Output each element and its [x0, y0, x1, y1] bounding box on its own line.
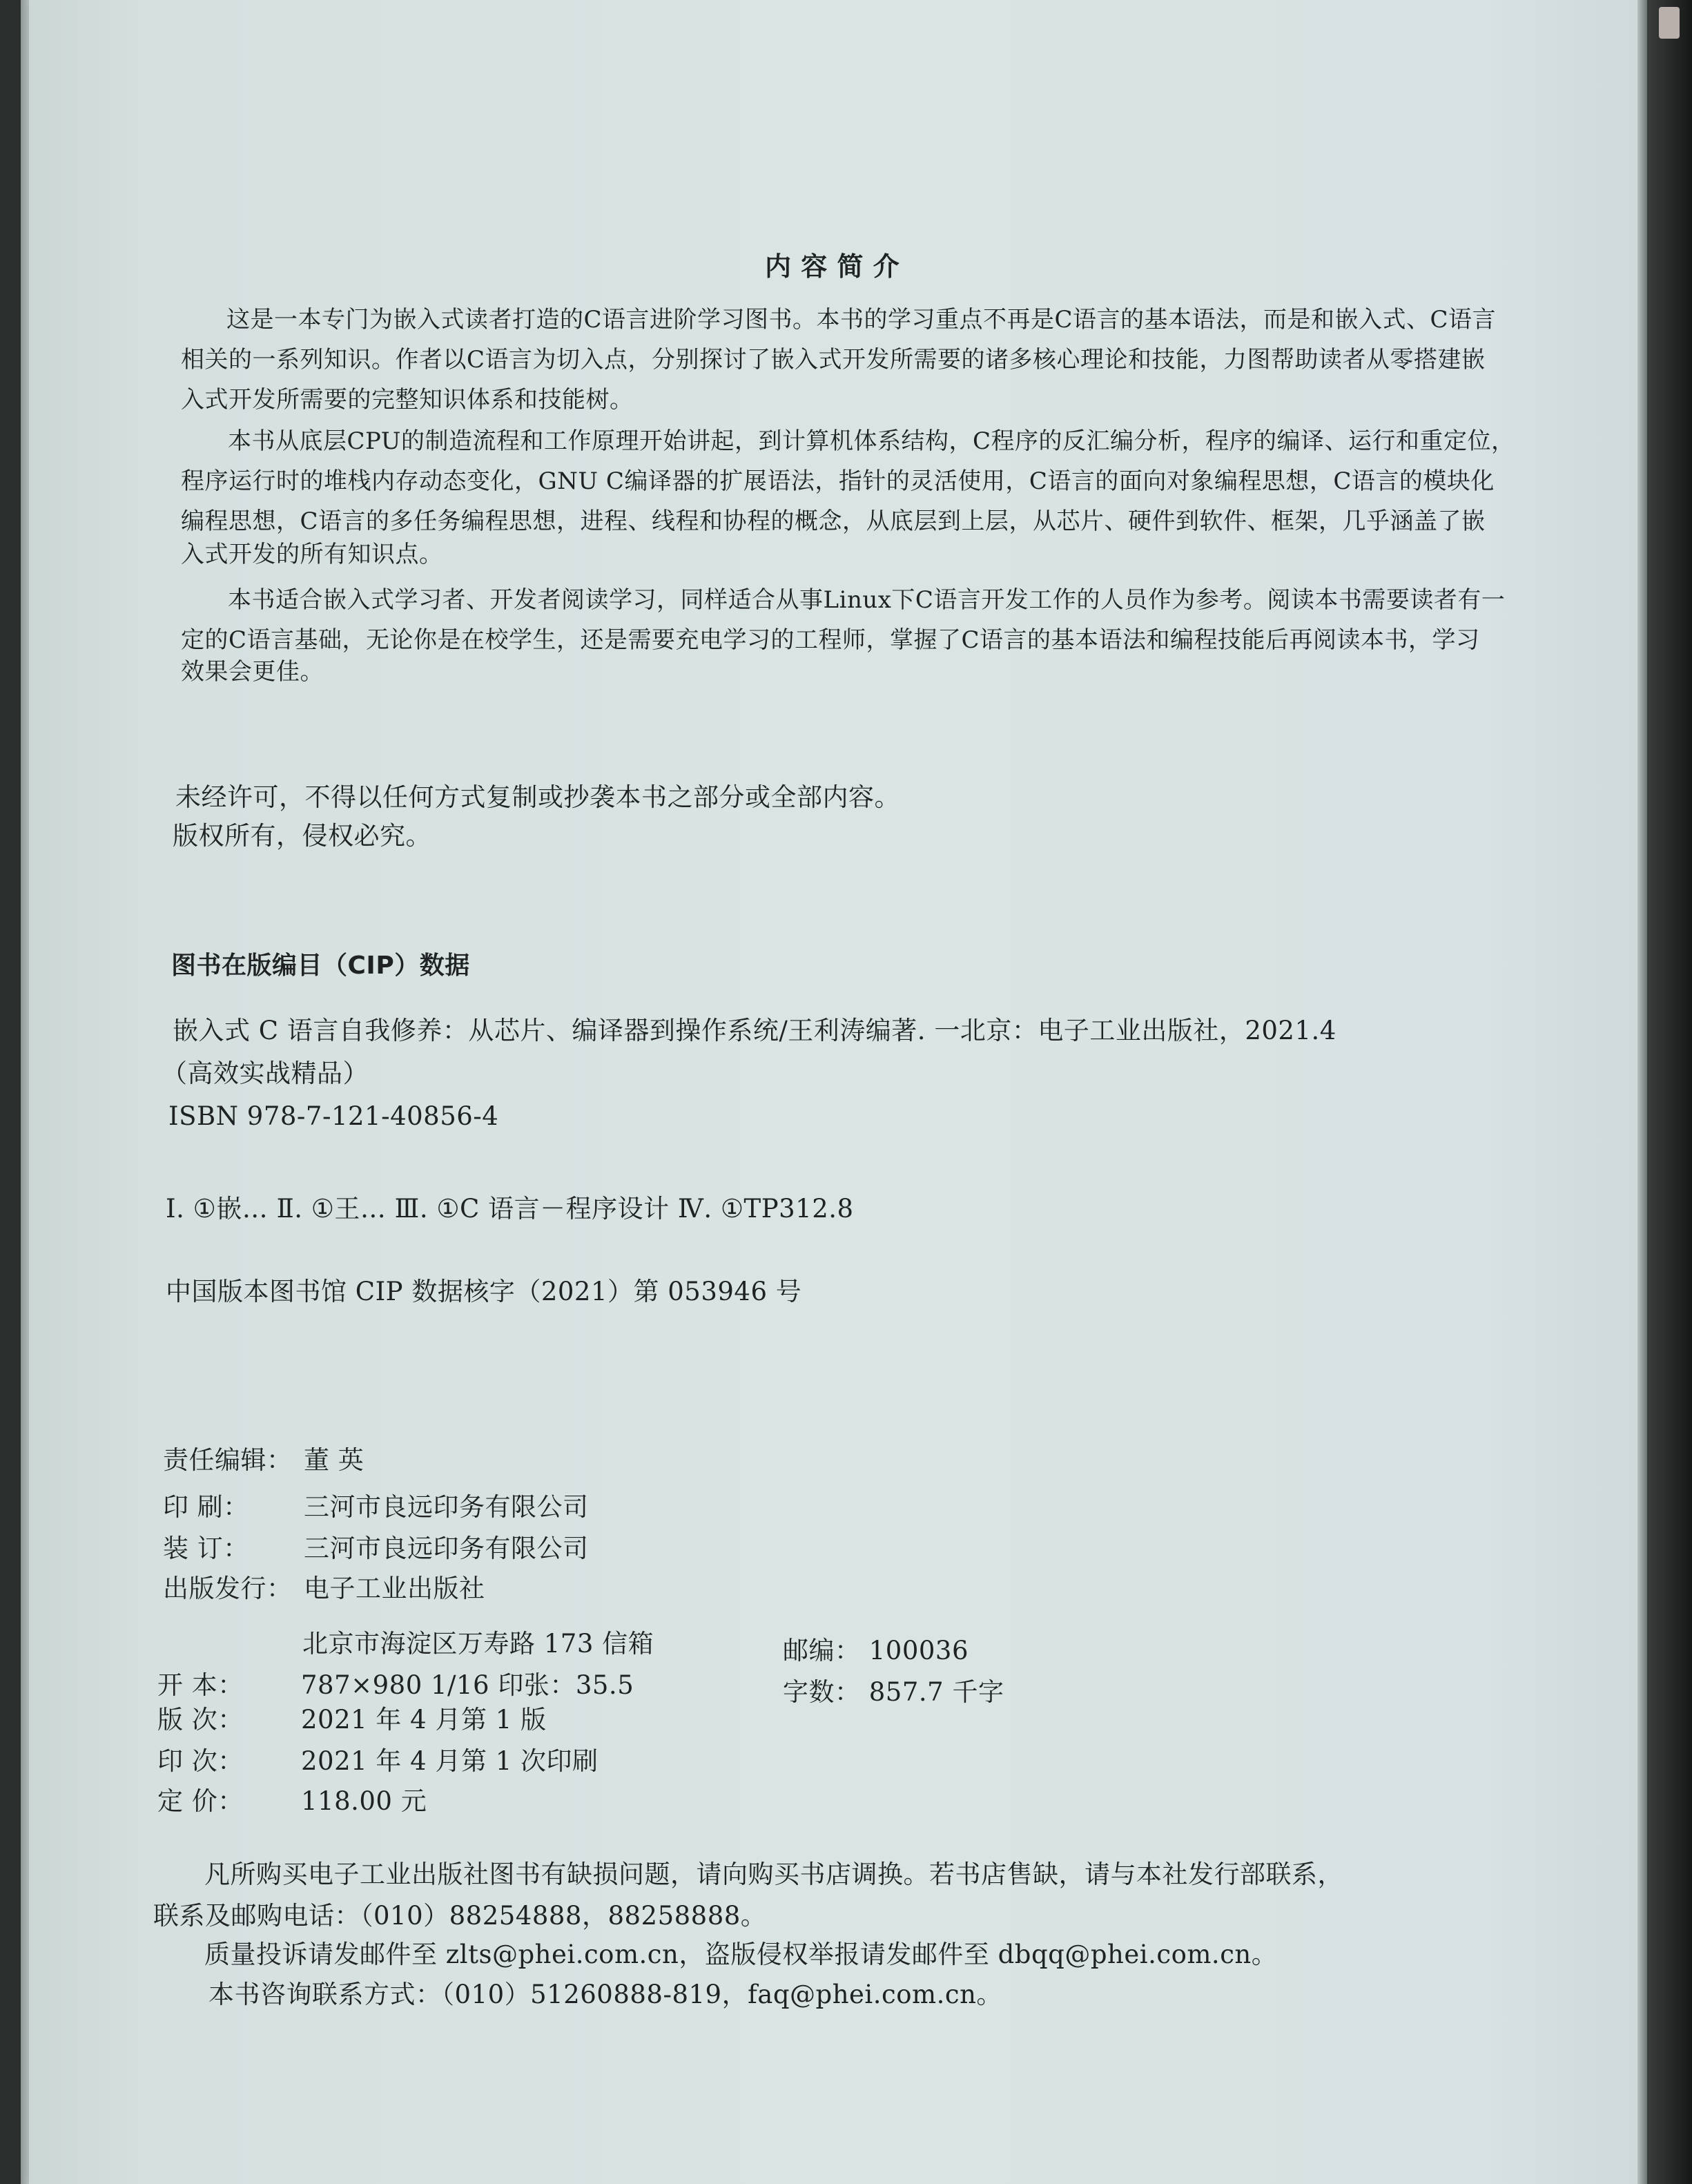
impression-label: 印 次：: [157, 1746, 244, 1776]
price-label: 定 价：: [157, 1786, 244, 1816]
summary-line: 本书从底层CPU的制造流程和工作原理开始讲起，到计算机体系结构，C程序的反汇编分析，程序的编译、运行和重定位，: [228, 427, 1515, 455]
format-value: 787×980 1/16 印张：35.5: [301, 1670, 634, 1700]
cip-isbn: ISBN 978-7-121-40856-4: [168, 1101, 499, 1131]
publisher-address: 北京市海淀区万寿路 173 信箱: [302, 1629, 654, 1659]
copyright-line: 未经许可，不得以任何方式复制或抄袭本书之部分或全部内容。: [175, 782, 900, 812]
summary-line: 程序运行时的堆栈内存动态变化，GNU C编译器的扩展语法，指针的灵活使用，C语言的面向对象编程思想，C语言的模块化: [181, 467, 1495, 495]
summary-line: 入式开发所需要的完整知识体系和技能树。: [181, 386, 634, 414]
editor-value: 董 英: [304, 1445, 364, 1475]
notice-line: 联系及邮购电话：（010）88254888，88258888。: [153, 1901, 767, 1931]
page-edge-right: [1637, 0, 1647, 2184]
cip-series-line: （高效实战精品）: [162, 1059, 369, 1088]
edition-value: 2021 年 4 月第 1 版: [301, 1705, 547, 1734]
summary-line: 效果会更佳。: [181, 658, 324, 686]
notice-line: 凡所购买电子工业出版社图书有缺损问题，请向购买书店调换。若书店售缺，请与本社发行部联系，: [204, 1859, 1343, 1889]
cip-title-line: 嵌入式 C 语言自我修养：从芯片、编译器到操作系统/王利涛编著. 一北京：电子工业出版社，2021.4: [173, 1016, 1336, 1045]
cip-heading: 图书在版编目（CIP）数据: [171, 951, 470, 980]
publisher-label: 出版发行：: [163, 1574, 293, 1603]
print-label: 印 刷：: [163, 1492, 249, 1522]
notice-line: 本书咨询联系方式：（010）51260888-819，faq@phei.com.cn。: [208, 1980, 1002, 2009]
summary-line: 编程思想，C语言的多任务编程思想，进程、线程和协程的概念，从底层到上层，从芯片、硬件到软件、框架，几乎涵盖了嵌: [181, 508, 1486, 535]
price-value: 118.00 元: [301, 1786, 427, 1816]
binding-accent: [1659, 7, 1680, 39]
copyright-line: 版权所有，侵权必究。: [173, 821, 431, 851]
impression-value: 2021 年 4 月第 1 次印刷: [301, 1746, 599, 1776]
editor-label: 责任编辑：: [163, 1445, 293, 1475]
word-count: 字数： 857.7 千字: [783, 1677, 1004, 1707]
format-label: 开 本：: [157, 1670, 244, 1700]
print-value: 三河市良远印务有限公司: [304, 1492, 589, 1522]
publisher-value: 电子工业出版社: [304, 1574, 485, 1603]
summary-line: 这是一本专门为嵌入式读者打造的C语言进阶学习图书。本书的学习重点不再是C语言的基本语法，而是和嵌入式、C语言: [226, 306, 1497, 334]
bind-label: 装 订：: [163, 1534, 249, 1563]
summary-line: 入式开发的所有知识点。: [181, 541, 443, 568]
book-binding: [1647, 0, 1692, 2184]
cip-record: 中国版本图书馆 CIP 数据核字（2021）第 053946 号: [166, 1277, 802, 1306]
postcode: 邮编： 100036: [783, 1636, 969, 1665]
summary-title: 内 容 简 介: [765, 251, 900, 282]
cip-classification: Ⅰ. ①嵌… Ⅱ. ①王… Ⅲ. ①C 语言－程序设计 Ⅳ. ①TP312.8: [166, 1194, 854, 1224]
summary-line: 相关的一系列知识。作者以C语言为切入点，分别探讨了嵌入式开发所需要的诸多核心理论和技能，力图帮助读者从零搭建嵌: [181, 346, 1486, 374]
edition-label: 版 次：: [157, 1705, 244, 1734]
summary-line: 本书适合嵌入式学习者、开发者阅读学习，同样适合从事Linux下C语言开发工作的人员作为参考。阅读本书需要读者有一: [228, 586, 1506, 614]
notice-line: 质量投诉请发邮件至 zlts@phei.com.cn，盗版侵权举报请发邮件至 dbqq@phei.com.cn。: [204, 1940, 1278, 1969]
summary-line: 定的C语言基础，无论你是在校学生，还是需要充电学习的工程师，掌握了C语言的基本语法和编程技能后再阅读本书，学习: [181, 626, 1480, 654]
bind-value: 三河市良远印务有限公司: [304, 1534, 589, 1563]
